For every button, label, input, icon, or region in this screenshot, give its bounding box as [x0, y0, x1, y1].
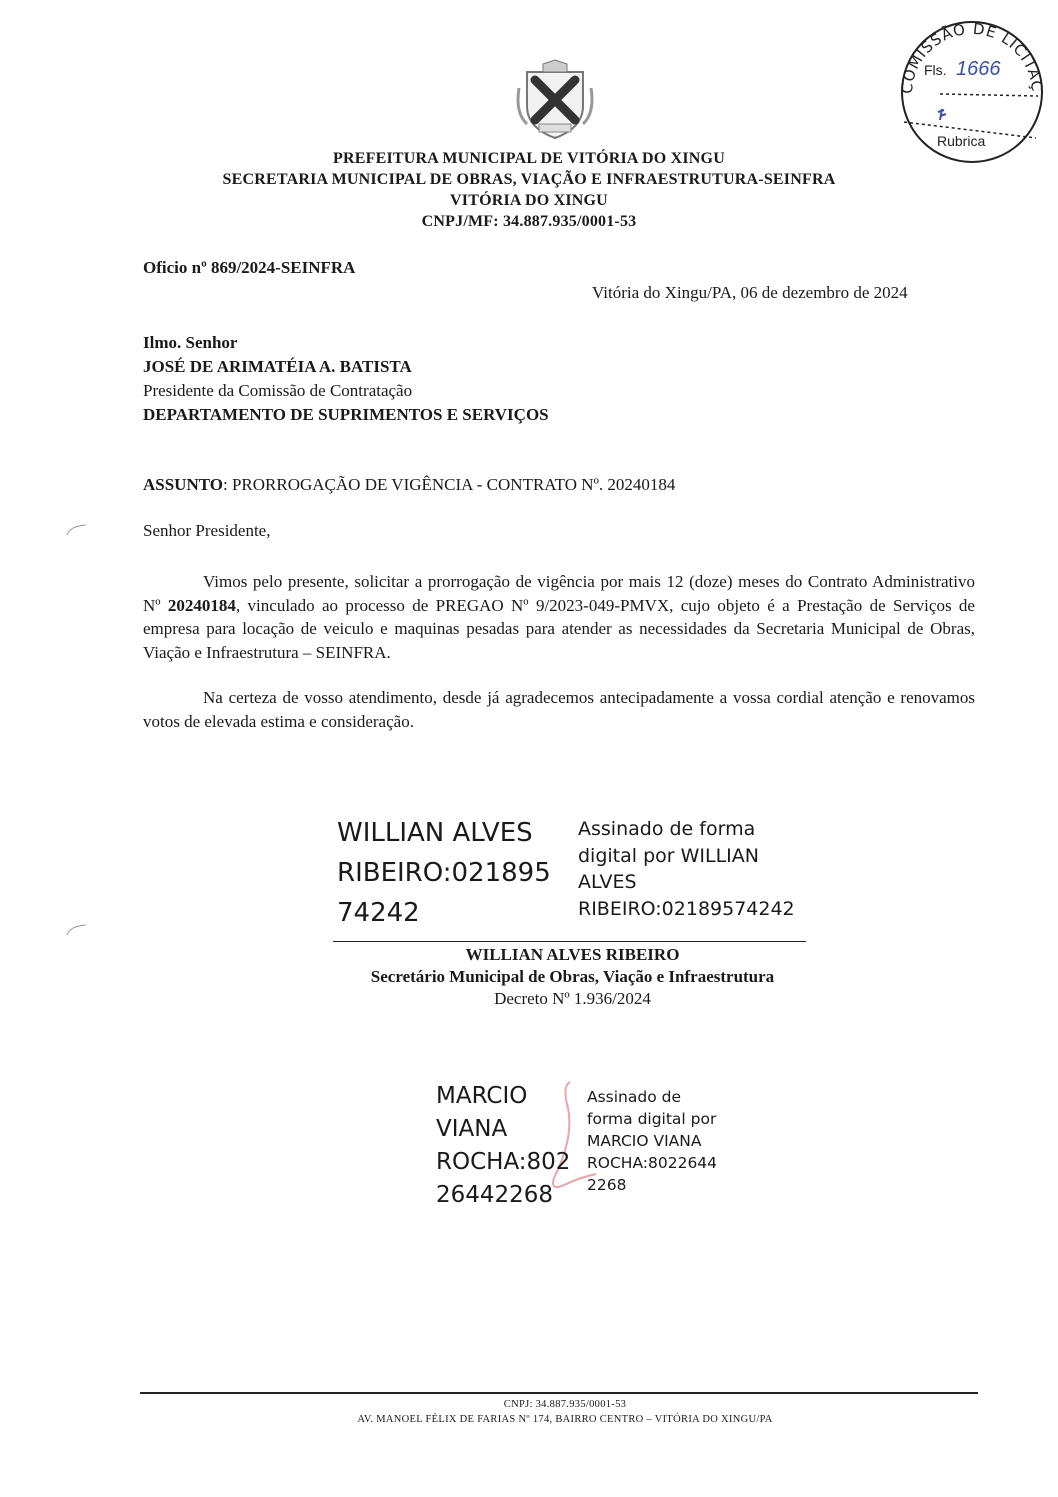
body-p1-start: Vimos pelo presente, solicitar a prorrogação de vigência por mais 12 (doze) meses do Contrato Administrativo Nº — [143, 572, 975, 615]
sig2-name-line: MARCIO — [436, 1083, 528, 1109]
footer-cnpj: CNPJ: 34.887.935/0001-53 — [503, 1399, 627, 1410]
body-paragraph-1 — [143, 570, 975, 664]
sig1-detail-line: ALVES — [578, 871, 637, 893]
letter-date: Vitória do Xingu/PA, 06 de dezembro de 2024 — [592, 283, 908, 302]
subject-text: : PRORROGAÇÃO DE VIGÊNCIA - CONTRATO Nº. 20240184 — [223, 475, 676, 494]
sig2-name-line: 26442268 — [436, 1182, 554, 1208]
body-p1-end: , vinculado ao processo de PREGAO Nº 9/2023-049-PMVX, cujo objeto é a Prestação de Serviços de empresa para locação de veiculo e maquinas pesadas para atender as necessidades da Secretaria Municipal de Obras, Viação e Infraestrutura – SEINFRA. — [143, 595, 975, 662]
signer-decree: Decreto Nº 1.936/2024 — [494, 989, 651, 1008]
recipient-salutation: Ilmo. Senhor — [143, 333, 238, 352]
body-paragraph-2 — [143, 686, 975, 733]
sig1-detail-line: RIBEIRO:02189574242 — [578, 897, 795, 920]
sig1-name-line: RIBEIRO:021895 — [337, 858, 551, 888]
sig1-name-line: WILLIAN ALVES — [337, 818, 533, 848]
signer-block — [0, 944, 1058, 1010]
sig2-detail-line: ROCHA:8022644 — [587, 1154, 718, 1172]
sig2-detail-line: Assinado de — [587, 1088, 682, 1106]
sig1-detail-line: Assinado de forma — [578, 818, 756, 840]
footer-address: AV. MANOEL FÉLIX DE FARIAS Nº 174, BAIRRO CENTRO – VITÓRIA DO XINGU/PA — [357, 1414, 773, 1425]
body-p2-text: Na certeza de vosso atendimento, desde já agradecemos antecipadamente a vossa cordial atenção e renovamos votos de elevada estima e consideração. — [143, 688, 975, 731]
stamp-fls-label: Fls. — [924, 62, 947, 78]
svg-text:COMISSÃO DE LICITAÇÃO — [896, 16, 1046, 94]
sig2-name-line: ROCHA:802 — [436, 1149, 571, 1175]
recipient-department: DEPARTAMENTO DE SUPRIMENTOS E SERVIÇOS — [143, 405, 549, 424]
sig1-detail-line: digital por WILLIAN — [578, 844, 760, 867]
footer — [0, 1397, 1058, 1427]
sig2-detail-line: 2268 — [587, 1176, 627, 1194]
stamp-rubrica-label: Rubrica — [937, 133, 986, 149]
digital-signature-name-2 — [436, 1080, 586, 1212]
signature-rule — [333, 941, 806, 942]
recipient-name: JOSÉ DE ARIMATÉIA A. BATISTA — [143, 357, 412, 376]
header-line-3: VITÓRIA DO XINGU — [450, 192, 608, 209]
digital-signature-detail-1 — [578, 816, 818, 922]
oficio-number: Oficio nº 869/2024-SEINFRA — [143, 258, 356, 277]
header-line-2: SECRETARIA MUNICIPAL DE OBRAS, VIAÇÃO E INFRAESTRUTURA-SEINFRA — [222, 171, 836, 188]
subject-label: ASSUNTO — [143, 475, 223, 494]
signer-name: WILLIAN ALVES RIBEIRO — [465, 945, 680, 964]
footer-rule — [140, 1392, 978, 1394]
header-line-1: PREFEITURA MUNICIPAL DE VITÓRIA DO XINGU — [333, 150, 725, 167]
header-line-4: CNPJ/MF: 34.887.935/0001-53 — [421, 213, 637, 230]
municipal-crest-logo — [513, 58, 597, 142]
recipient-block — [143, 331, 549, 427]
sig1-name-line: 74242 — [337, 898, 420, 928]
digital-signature-detail-2 — [587, 1086, 747, 1196]
contract-number: 20240184 — [167, 595, 236, 615]
stamp-fls-number: 1666 — [956, 58, 1001, 80]
sig2-name-line: VIANA — [436, 1116, 508, 1142]
margin-tick-mark — [66, 924, 88, 936]
recipient-role: Presidente da Comissão de Contratação — [143, 381, 413, 400]
stamp-ring-text: COMISSÃO DE LICITAÇ — [897, 19, 1047, 95]
margin-tick-mark — [66, 524, 88, 536]
digital-signature-name-1 — [337, 813, 577, 933]
greeting: Senhor Presidente, — [143, 521, 271, 540]
sig2-detail-line: forma digital por — [587, 1110, 717, 1128]
signer-title: Secretário Municipal de Obras, Viação e Infraestrutura — [370, 967, 775, 986]
sig2-detail-line: MARCIO VIANA — [587, 1132, 702, 1150]
subject-line — [143, 475, 675, 495]
